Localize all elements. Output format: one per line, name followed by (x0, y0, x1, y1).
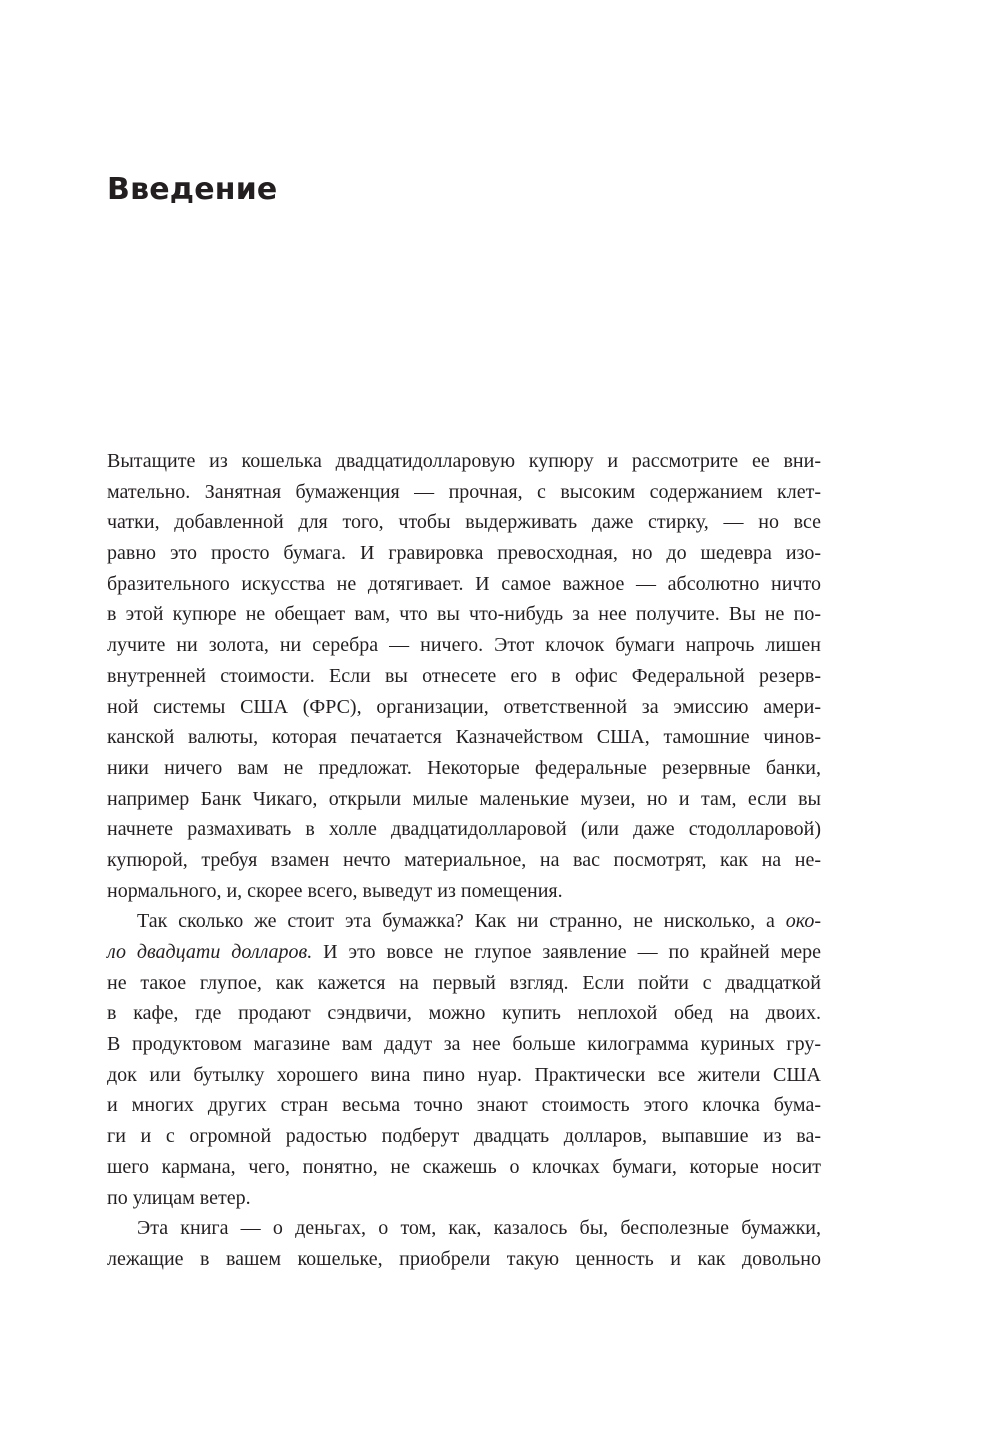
text-line: равно это просто бумага. И гравировка превосходная, но до шедевра изо- (107, 542, 821, 565)
text-line: Эта книга — о деньгах, о том, как, казалось бы, бесполезные бумажки, (137, 1217, 821, 1240)
text-line: по улицам ветер. (107, 1186, 251, 1209)
text-line: мательно. Занятная бумаженция — прочная, с высоким содержанием клет- (107, 480, 821, 503)
text-line: начнете размахивать в холле двадцатидолларовой (или даже стодолларовой) (107, 818, 821, 841)
text-line: В продуктовом магазине вам дадут за нее больше килограмма куриных гру- (107, 1033, 821, 1056)
text-line: в этой купюре не обещает вам, что вы что-нибудь за нее получите. Вы не по- (107, 603, 821, 626)
text-line: в кафе, где продают сэндвичи, можно купить неплохой обед на двоих. (107, 1002, 821, 1025)
italic-text: ло двадцати долларов. (107, 941, 313, 963)
text-line (107, 906, 821, 937)
text-run: И это вовсе не глупое заявление — по крайней мере (312, 941, 821, 963)
paragraph-1 (107, 446, 821, 906)
text-line: не такое глупое, как кажется на первый взгляд. Если пойти с двадцаткой (107, 971, 821, 994)
text-line: лежащие в вашем кошельке, приобрели такую ценность и как довольно (107, 1247, 821, 1270)
text-line: чатки, добавленной для того, чтобы выдерживать даже стирку, — но все (107, 511, 821, 534)
paragraph-3 (107, 1213, 821, 1274)
text-line: ги и с огромной радостью подберут двадцать долларов, выпавшие из ва- (107, 1125, 821, 1148)
text-line: лучите ни золота, ни серебра — ничего. Этот клочок бумаги напрочь лишен (107, 634, 821, 657)
paragraph-2 (107, 906, 821, 1213)
text-line: ники ничего вам не предложат. Некоторые федеральные резервные банки, (107, 756, 821, 779)
text-line: док или бутылку хорошего вина пино нуар. Практически все жители США (107, 1063, 821, 1086)
text-line: нормального, и, скорее всего, выведут из помещения. (107, 879, 563, 902)
italic-text: око- (785, 910, 821, 933)
text-line: внутренней стоимости. Если вы отнесете его в офис Федеральной резерв- (107, 664, 821, 687)
text-line: бразительного искусства не дотягивает. И самое важное — абсолютно ничто (107, 572, 821, 595)
text-line: и многих других стран весьма точно знают стоимость этого клочка бума- (107, 1094, 821, 1117)
text-line: шего кармана, чего, понятно, не скажешь о клочках бумаги, которые носит (107, 1155, 821, 1178)
text-line: ной системы США (ФРС), организации, ответственной за эмиссию амери- (107, 695, 821, 718)
chapter-title: Введение (107, 172, 278, 207)
text-line: канской валюты, которая печатается Казначейством США, тамошние чинов- (107, 726, 821, 749)
text-line: Вытащите из кошелька двадцатидолларовую купюру и рассмотрите ее вни- (107, 450, 821, 472)
text-line: купюрой, требуя взамен нечто материальное, на вас посмотрят, как на не- (107, 848, 821, 871)
text-line: например Банк Чикаго, открыли милые маленькие музеи, но и там, если вы (107, 787, 821, 810)
text-run: Так сколько же стоит эта бумажка? Как ни странно, не нисколько, а (137, 910, 786, 933)
body-text (107, 446, 821, 1275)
text-line (107, 937, 821, 968)
